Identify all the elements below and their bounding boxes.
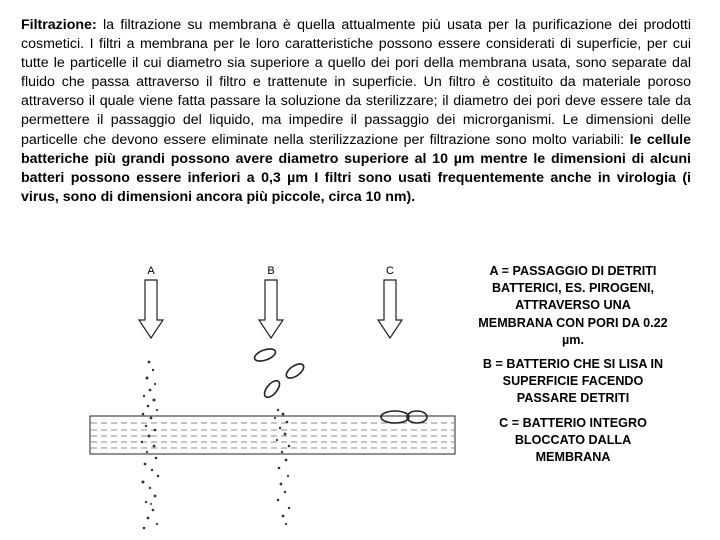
caption-c: C = BATTERIO INTEGRO BLOCCATO DALLA MEMBRANA [499,415,647,465]
label-c: C [386,265,394,277]
caption-a: A = PASSAGGIO DI DETRITI BATTERICI, ES. PIROGENI, ATTRAVERSO UNA MEMBRANA CON PORI DA 0.22 µm. [478,264,668,347]
paragraph-body: la filtrazione su membrana è quella attualmente più usata per la purificazione dei prodotti cosmetici. I filtri a membrana per le loro caratteristiche possono essere considerati di superficie, per cui tutte le particelle il cui diametro sia superiore a quello dei pori della membrana usata, sono separate dal fluido che passa attraverso il filtro e trattenute in superficie. Un filtro è costituito da materiale poroso attraverso il quale viene fatta passare la soluzione da sterilizzare; il diametro dei pori deve essere tale da permettere il passaggio del liquido, ma impedire il passaggio dei microrganismi. Le dimensioni delle particelle che devono essere eliminate nella sterilizzazione per filtrazione sono molto variabili: [21,17,691,148]
paragraph-emphasis: le cellule batteriche più grandi possono avere diametro superiore al 10 µm mentre le dimensioni di alcuni batteri possono essere inferiori a 0,3 µm I filtri sono usati frequentemente anche in virologia (i virus, sono di dimensioni ancora più piccole, circa 10 nm). [21,131,691,205]
arrow-b [259,280,283,338]
arrow-c [378,280,402,338]
label-b: B [267,265,275,277]
debris-stream-a [141,361,159,530]
diagram-caption [478,263,668,473]
paragraph-title: Filtrazione: [21,17,97,33]
bacteria-b [253,347,306,400]
description-paragraph [21,16,691,207]
caption-b: B = BATTERIO CHE SI LISA IN SUPERFICIE FACENDO PASSARE DETRITI [482,357,664,406]
arrow-a [139,280,163,338]
bacterium-c [381,411,427,423]
label-a: A [147,265,155,277]
debris-stream-b [274,409,290,525]
filtration-diagram [85,258,460,533]
